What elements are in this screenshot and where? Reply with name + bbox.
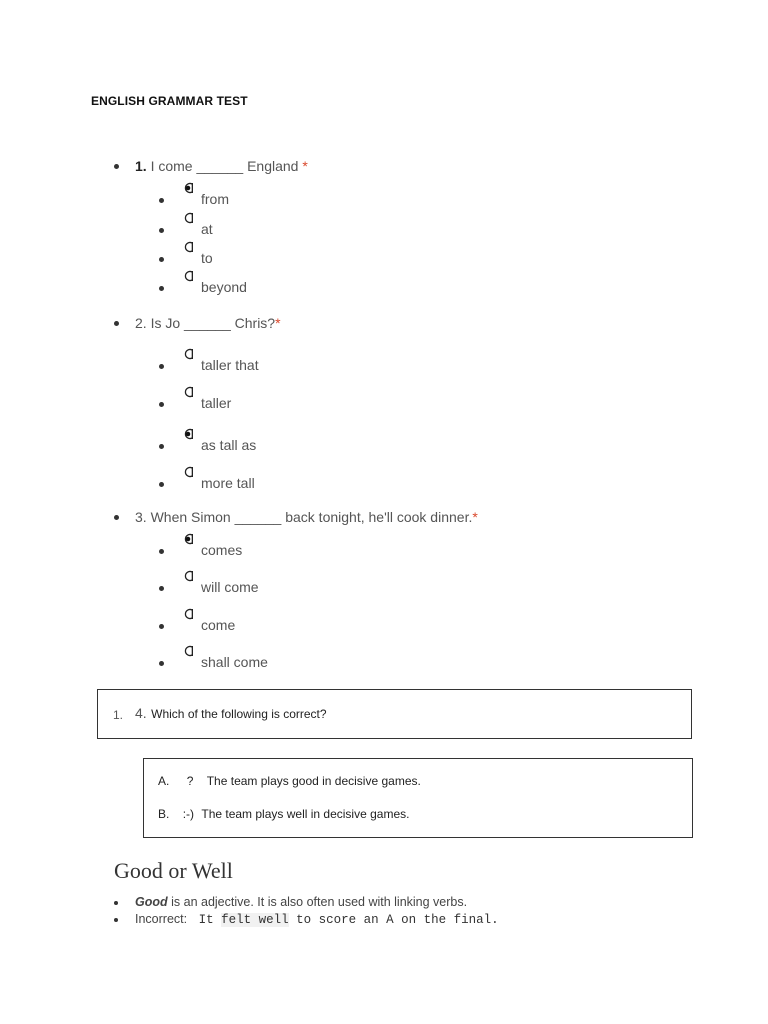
radio-icon xyxy=(182,182,193,194)
question-2 xyxy=(135,315,281,331)
option-bullet xyxy=(159,228,164,233)
radio-unchecked[interactable] xyxy=(182,211,193,229)
question-text: I come ______ England xyxy=(150,158,299,174)
code-highlight: felt well xyxy=(221,913,289,927)
choice-text: The team plays good in decisive games. xyxy=(206,774,421,788)
option-label[interactable]: from xyxy=(201,191,229,207)
question-4-list-number: 1. xyxy=(113,708,124,722)
radio-checked[interactable] xyxy=(182,532,193,550)
code-pre: It xyxy=(198,913,222,927)
option-label[interactable]: shall come xyxy=(201,654,268,670)
radio-icon xyxy=(182,608,193,620)
choice-letter: B. xyxy=(158,807,170,821)
question-text: Is Jo ______ Chris? xyxy=(150,315,276,331)
radio-unchecked[interactable] xyxy=(182,569,193,587)
choice-letter: A. xyxy=(158,774,170,788)
bold-term: Good xyxy=(135,895,168,909)
choice-b xyxy=(158,807,409,821)
option-label[interactable]: at xyxy=(201,221,213,237)
page-title: ENGLISH GRAMMAR TEST xyxy=(91,94,248,108)
question-bullet xyxy=(114,164,119,169)
code-example xyxy=(199,913,499,927)
option-label[interactable]: come xyxy=(201,617,236,633)
option-bullet xyxy=(159,444,164,449)
choice-a xyxy=(158,774,421,788)
question-text: When Simon ______ back tonight, he'll cook dinner. xyxy=(150,509,473,525)
option-bullet xyxy=(159,624,164,629)
code-post: to score an A on the final. xyxy=(288,913,499,927)
option-bullet xyxy=(159,549,164,554)
radio-unchecked[interactable] xyxy=(182,465,193,483)
option-bullet xyxy=(159,257,164,262)
choices-box xyxy=(143,758,693,838)
radio-icon xyxy=(182,386,193,398)
radio-icon xyxy=(182,645,193,657)
choice-mark: ? xyxy=(186,774,194,788)
radio-unchecked[interactable] xyxy=(182,347,193,365)
radio-unchecked[interactable] xyxy=(182,385,193,403)
option-label[interactable]: taller xyxy=(201,395,232,411)
radio-icon xyxy=(182,212,193,224)
radio-icon xyxy=(182,428,193,440)
section-bullet xyxy=(114,901,118,905)
radio-icon xyxy=(182,241,193,253)
section-bullet-1 xyxy=(135,895,467,909)
section-heading: Good or Well xyxy=(114,858,233,883)
radio-checked[interactable] xyxy=(182,181,193,199)
question-number: 3. xyxy=(135,509,147,525)
section-bullet-2 xyxy=(135,912,499,927)
radio-icon xyxy=(182,270,193,282)
radio-checked[interactable] xyxy=(182,427,193,445)
radio-unchecked[interactable] xyxy=(182,644,193,662)
option-bullet xyxy=(159,661,164,666)
question-4 xyxy=(135,705,327,723)
option-label[interactable]: taller that xyxy=(201,357,259,373)
required-marker: * xyxy=(472,509,478,525)
option-label[interactable]: to xyxy=(201,250,213,266)
radio-icon xyxy=(182,570,193,582)
radio-icon xyxy=(182,533,193,545)
question-bullet xyxy=(114,515,119,520)
option-label[interactable]: will come xyxy=(201,579,259,595)
question-number: 1. xyxy=(135,158,147,174)
question-number: 2. xyxy=(135,315,147,331)
question-number: 4. xyxy=(135,705,147,721)
section-bullet xyxy=(114,918,118,922)
question-bullet xyxy=(114,321,119,326)
radio-icon xyxy=(182,466,193,478)
option-bullet xyxy=(159,482,164,487)
choice-text: The team plays well in decisive games. xyxy=(201,807,410,821)
option-label[interactable]: more tall xyxy=(201,475,255,491)
radio-unchecked[interactable] xyxy=(182,240,193,258)
radio-unchecked[interactable] xyxy=(182,607,193,625)
question-text: Which of the following is correct? xyxy=(151,707,327,721)
option-bullet xyxy=(159,364,164,369)
bullet-text: is an adjective. It is also often used with linking verbs. xyxy=(167,895,468,909)
option-label[interactable]: comes xyxy=(201,542,243,558)
option-bullet xyxy=(159,198,164,203)
option-bullet xyxy=(159,286,164,291)
required-marker: * xyxy=(275,315,281,331)
option-label[interactable]: as tall as xyxy=(201,437,257,453)
required-marker: * xyxy=(302,158,308,174)
radio-icon xyxy=(182,348,193,360)
question-1 xyxy=(135,158,308,174)
incorrect-label: Incorrect: xyxy=(135,912,188,926)
question-3 xyxy=(135,509,478,525)
option-label[interactable]: beyond xyxy=(201,279,247,295)
option-bullet xyxy=(159,586,164,591)
option-bullet xyxy=(159,402,164,407)
radio-unchecked[interactable] xyxy=(182,269,193,287)
choice-mark: :-) xyxy=(182,807,195,821)
